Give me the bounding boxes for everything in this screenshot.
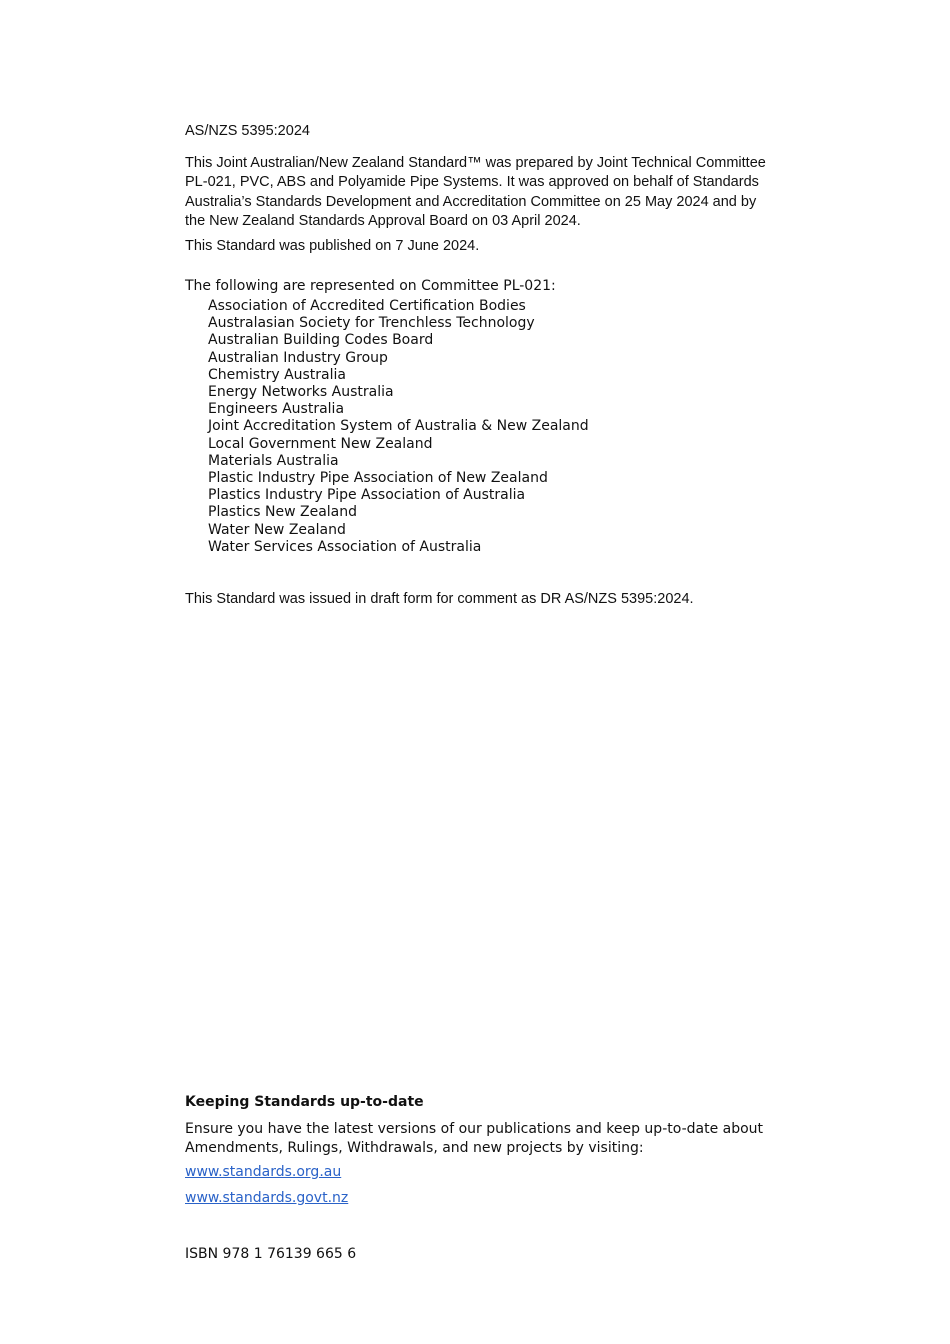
standard-identifier: AS/NZS 5395:2024 <box>185 123 310 139</box>
standards-nz-link[interactable]: www.standards.govt.nz <box>185 1190 349 1206</box>
committee-intro: The following are represented on Committee PL-021: <box>185 278 556 294</box>
committee-member: Water Services Association of Australia <box>208 538 482 555</box>
committee-member: Australasian Society for Trenchless Technology <box>208 315 535 332</box>
committee-member: Australian Industry Group <box>208 349 388 366</box>
committee-member: Water New Zealand <box>208 521 346 538</box>
committee-member: Plastics Industry Pipe Association of Australia <box>208 487 526 504</box>
committee-member: Energy Networks Australia <box>208 384 394 401</box>
committee-member: Association of Accredited Certification Bodies <box>208 298 526 314</box>
keeping-up-to-date-heading: Keeping Standards up-to-date <box>185 1094 424 1110</box>
committee-member-list <box>208 298 589 556</box>
committee-member: Plastics New Zealand <box>208 504 358 521</box>
committee-member: Materials Australia <box>208 452 339 469</box>
keeping-up-to-date-paragraph: Ensure you have the latest versions of our publications and keep up-to-date about Amendments, Rulings, Withdrawals, and new projects by visiting: <box>185 1121 764 1156</box>
committee-member: Local Government New Zealand <box>208 435 433 452</box>
committee-member: Engineers Australia <box>208 401 345 418</box>
committee-member: Plastic Industry Pipe Association of New Zealand <box>208 470 548 487</box>
committee-member: Chemistry Australia <box>208 366 346 383</box>
draft-note: This Standard was issued in draft form for comment as DR AS/NZS 5395:2024. <box>185 591 694 607</box>
committee-member: Joint Accreditation System of Australia & New Zealand <box>208 418 589 435</box>
isbn: ISBN 978 1 76139 665 6 <box>185 1246 357 1262</box>
committee-member: Australian Building Codes Board <box>208 332 434 349</box>
preparation-paragraph: This Joint Australian/New Zealand Standard™ was prepared by Joint Technical Committee PL-021, PVC, ABS and Polyamide Pipe Systems. It was approved on behalf of Standards Australia’s Standards Development and Accreditation Committee on 25 May 2024 and by the New Zealand Standards Approval Board on 03 April 2024. <box>185 155 766 229</box>
published-date-note: This Standard was published on 7 June 2024. <box>185 238 480 254</box>
standards-australia-link[interactable]: www.standards.org.au <box>185 1164 342 1180</box>
